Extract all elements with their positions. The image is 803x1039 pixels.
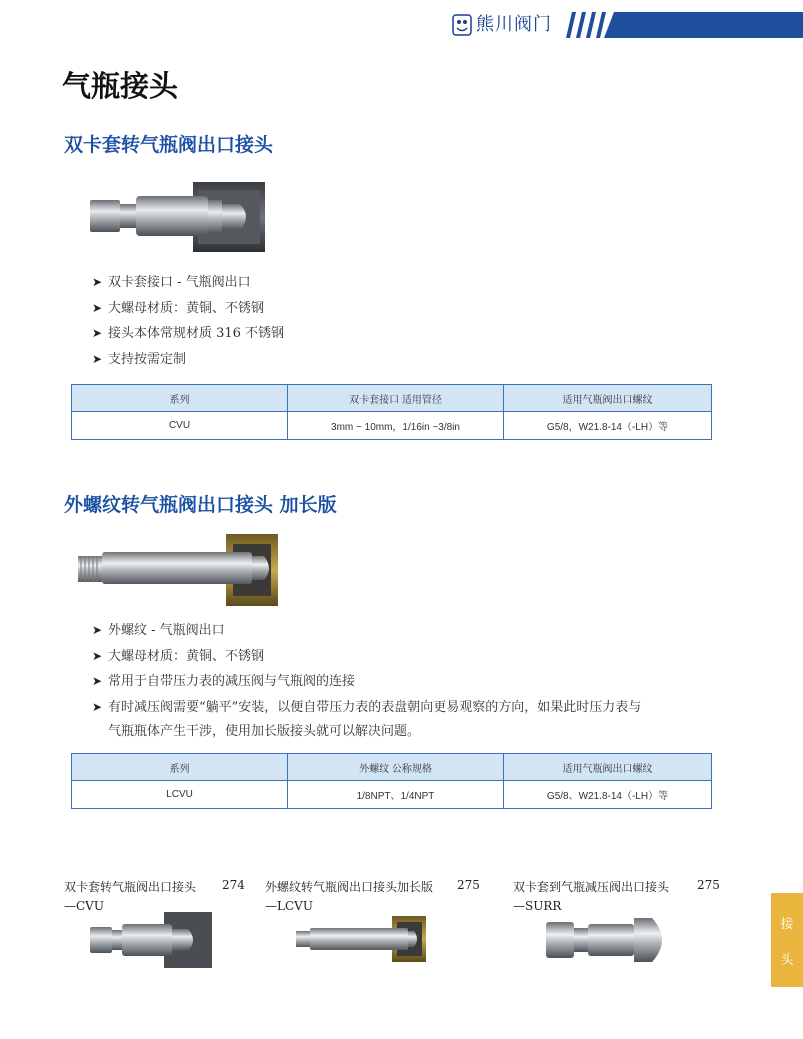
bullet-item: ➤ 大螺母材质：黄铜、不锈钢 <box>92 296 284 322</box>
table-cell: 1/8NPT、1/4NPT <box>288 781 504 809</box>
table-row <box>72 781 712 809</box>
arrow-bullet-icon: ➤ <box>92 351 103 366</box>
related-product-surr-image <box>544 912 674 968</box>
related-product-name: 外螺纹转气瓶阀出口接头加长版 <box>265 880 434 894</box>
section-title-lcvu: 外螺纹转气瓶阀出口接头 加长版 <box>64 494 337 516</box>
table-header: 外螺纹 公称规格 <box>288 754 504 781</box>
bullet-item: ➤ 接头本体常规材质 316 不锈钢 <box>92 321 284 347</box>
table-header-row <box>72 385 712 412</box>
double-ferrule-to-cylinder-valve-fitting-image <box>80 182 265 252</box>
table-header: 系列 <box>72 385 288 412</box>
table-header: 系列 <box>72 754 288 781</box>
side-tab-char: 接 <box>780 917 794 932</box>
related-product-cvu-image <box>84 912 212 968</box>
table-header: 适用气瓶阀出口螺纹 <box>504 754 712 781</box>
page-title: 气瓶接头 <box>62 69 179 103</box>
bullet-item: ➤ 支持按需定制 <box>92 347 284 373</box>
related-product-cvu[interactable] <box>64 876 254 916</box>
male-thread-to-cylinder-valve-extended-fitting-image <box>78 534 278 606</box>
spec-table-lcvu <box>71 753 712 809</box>
related-page-number: 275 <box>697 878 720 892</box>
related-product-code: —SURR <box>513 899 562 913</box>
side-tab-char: 头 <box>780 953 794 968</box>
table-row <box>72 412 712 440</box>
bullet-item: ➤ 外螺纹 - 气瓶阀出口 <box>92 618 641 644</box>
related-product-name: 双卡套到气瓶减压阀出口接头 <box>513 880 670 894</box>
arrow-bullet-icon: ➤ <box>92 674 103 688</box>
table-header: 双卡套接口 适用管径 <box>288 385 504 412</box>
related-page-number: 275 <box>457 878 480 892</box>
related-product-lcvu-image <box>296 916 426 962</box>
spec-table-cvu <box>71 384 712 440</box>
table-cell: 3mm ~ 10mm，1/16in ~3/8in <box>288 412 504 440</box>
category-side-tab[interactable] <box>771 893 803 987</box>
bullet-item: ➤ 大螺母材质：黄铜、不锈钢 <box>92 644 641 670</box>
arrow-bullet-icon: ➤ <box>92 623 103 637</box>
arrow-bullet-icon: ➤ <box>92 275 103 289</box>
brand-slash-decoration <box>558 12 608 38</box>
table-cell: LCVU <box>72 781 288 809</box>
arrow-bullet-icon: ➤ <box>92 326 103 340</box>
table-cell: G5/8、W21.8-14（-LH）等 <box>504 781 712 809</box>
section-title-cvu: 双卡套转气瓶阀出口接头 <box>64 134 274 156</box>
bullet-item: ➤ 有时减压阀需要“躺平”安装，以便自带压力表的表盘朝向更易观察的方向，如果此时压力表与 气瓶瓶体产生干涉，使用加长版接头就可以解决问题。 <box>92 695 641 745</box>
related-product-surr[interactable] <box>513 876 723 916</box>
arrow-bullet-icon: ➤ <box>92 300 103 315</box>
section-1-bullet-list <box>92 270 284 372</box>
related-page-number: 274 <box>222 878 245 892</box>
related-product-code: —CVU <box>64 899 104 913</box>
section-2-bullet-list <box>92 618 641 745</box>
arrow-bullet-icon: ➤ <box>92 699 103 714</box>
brand-name: 熊川阀门 <box>476 14 552 35</box>
related-product-code: —LCVU <box>265 899 313 913</box>
table-cell: CVU <box>72 412 288 440</box>
bear-logo-icon <box>452 14 472 36</box>
bullet-item: ➤ 双卡套接口 - 气瓶阀出口 <box>92 270 284 296</box>
related-product-lcvu[interactable] <box>265 876 485 916</box>
table-cell: G5/8，W21.8-14（-LH）等 <box>504 412 712 440</box>
arrow-bullet-icon: ➤ <box>92 648 103 663</box>
bullet-item: ➤ 常用于自带压力表的减压阀与气瓶阀的连接 <box>92 669 641 695</box>
table-header-row <box>72 754 712 781</box>
related-product-name: 双卡套转气瓶阀出口接头 <box>64 880 197 894</box>
table-header: 适用气瓶阀出口螺纹 <box>504 385 712 412</box>
